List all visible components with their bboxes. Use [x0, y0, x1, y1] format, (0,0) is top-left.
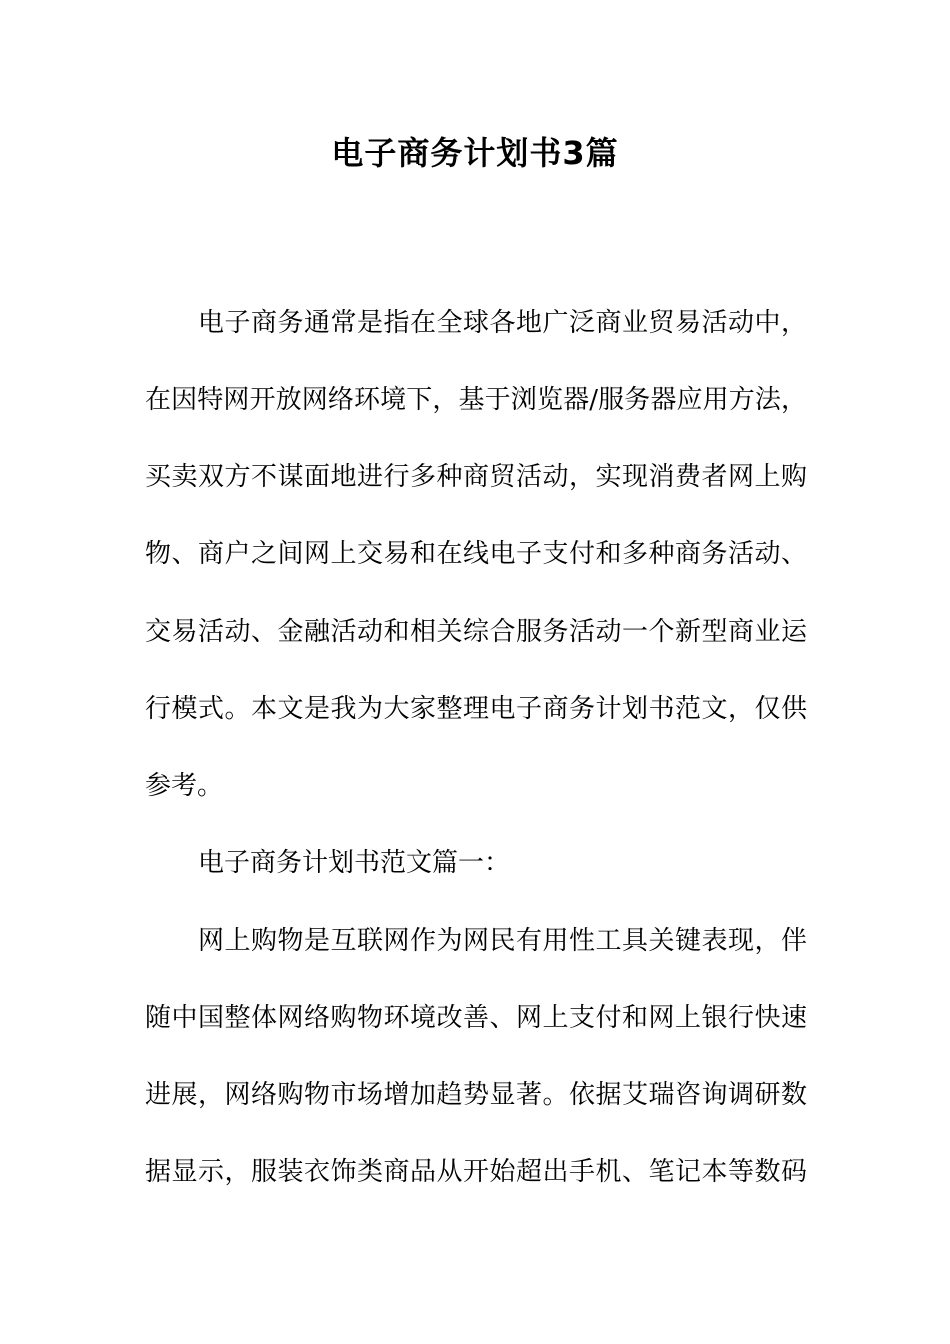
- document-title: 电子商务计划书3篇: [331, 134, 619, 172]
- paragraph-line: 电子商务通常是指在全球各地广泛商业贸易活动中，: [198, 308, 807, 338]
- paragraph-line: 在因特网开放网络环境下，基于浏览器/服务器应用方法，: [145, 385, 807, 415]
- paragraph-line: 行模式。本文是我为大家整理电子商务计划书范文，仅供: [145, 694, 807, 724]
- paragraph-line: 买卖双方不谋面地进行多种商贸活动，实现消费者网上购: [145, 462, 807, 492]
- paragraph-line: 物、商户之间网上交易和在线电子支付和多种商务活动、: [145, 539, 807, 569]
- paragraph-line: 网上购物是互联网作为网民有用性工具关键表现，伴: [198, 926, 807, 956]
- section-heading: 电子商务计划书范文篇一：: [198, 848, 511, 878]
- paragraph-line: 随中国整体网络购物环境改善、网上支付和网上银行快速: [145, 1003, 807, 1033]
- paragraph-line: 参考。: [145, 771, 224, 801]
- paragraph-line: 据显示，服装衣饰类商品从开始超出手机、笔记本等数码: [145, 1157, 807, 1187]
- paragraph-line: 交易活动、金融活动和相关综合服务活动一个新型商业运: [145, 617, 807, 647]
- paragraph-line: 进展，网络购物市场增加趋势显著。依据艾瑞咨询调研数: [145, 1080, 807, 1110]
